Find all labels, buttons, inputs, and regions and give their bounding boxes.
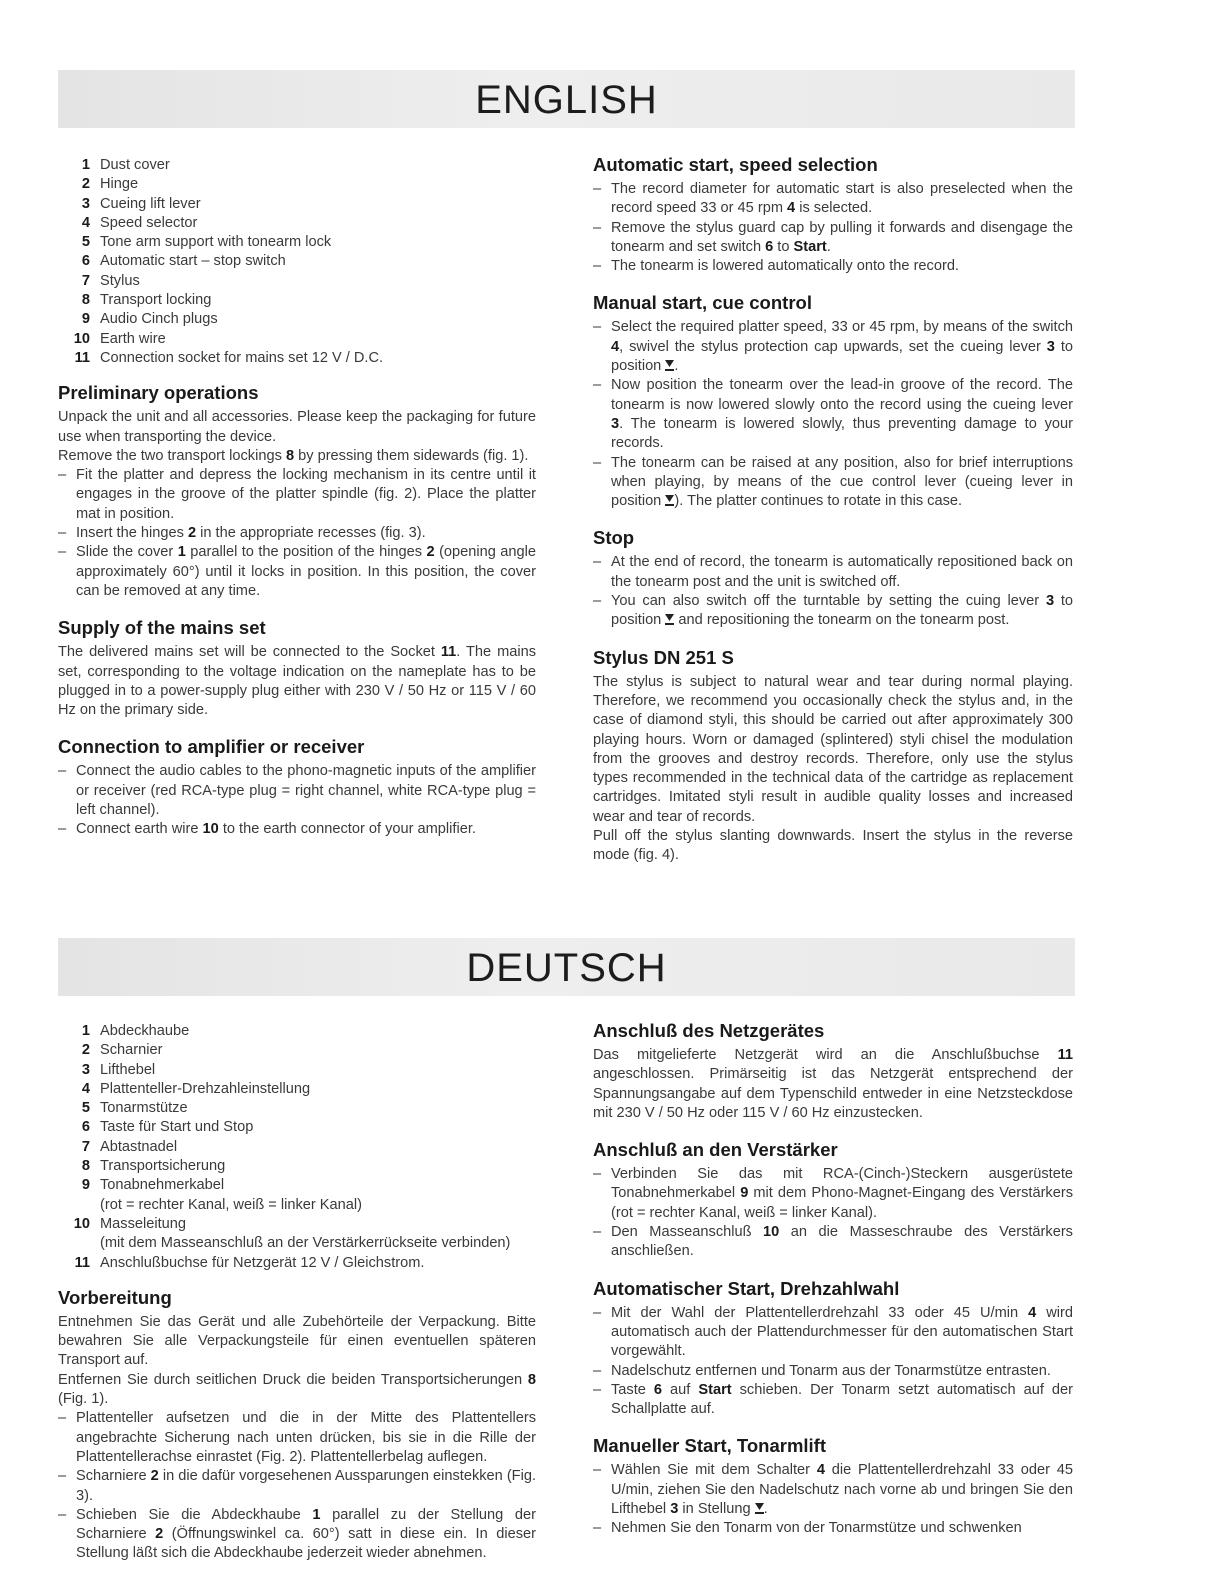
list-item: – Wählen Sie mit dem Schalter 4 die Plattentellerdrehzahl 33 oder 45 U/min, ziehen Sie den Nadelschutz nach vorne ab und bringen Sie den Lifthebel 3 in Stellung .	[593, 1461, 1073, 1519]
part-item	[58, 175, 536, 194]
part-label: Tonarmstütze	[100, 1100, 188, 1117]
english-heading: ENGLISH	[475, 78, 658, 122]
part-number: 5	[81, 234, 90, 251]
paragraph: The delivered mains set will be connected to the Socket 11. The mains set, corresponding to the voltage indication on the nameplate has to be plugged in to a power-supply plug either with 230 V / 50 Hz or 115 V / 60 Hz on the primary side.	[58, 644, 536, 719]
part-item	[58, 1196, 536, 1215]
paragraph: Remove the two transport lockings 8 by pressing them sidewards (fig. 1).	[58, 447, 529, 464]
part-label: Audio Cinch plugs	[100, 311, 218, 328]
paragraph: The stylus is subject to natural wear and tear during normal playing. Therefore, we recommend you occasionally check the stylus and, in the case of diamond styli, this should be carried out after approximately 300 playing hours. Worn or damaged (splintered) styli chisel the modulation from the grooves and destroy records. Therefore, only use the stylus types recommended in the technical data of the cartridge as replacement cartridges. Imitated styli result in audible quality losses and increased wear and tear of records.	[593, 673, 1073, 825]
part-number: 11	[74, 349, 90, 366]
part-label: Masseleitung	[100, 1215, 186, 1232]
paragraph: Das mitgelieferte Netzgerät wird an die Anschlußbuchse 11 angeschlossen. Primärseitig ist das Netzgerät entsprechend der Spannungsangabe auf dem Typenschild entweder in eine Netzsteckdose mit 230 V / 50 Hz oder 115 V / 60 Hz einzustecken.	[593, 1047, 1073, 1121]
part-number: 9	[81, 1177, 90, 1194]
section-title: Stylus DN 251 S	[593, 646, 734, 668]
part-label: Dust cover	[100, 157, 170, 173]
part-label: Connection socket for mains set 12 V / D.C.	[100, 349, 384, 366]
list-item: – Taste 6 auf Start schieben. Der Tonarm setzt automatisch auf der Schallplatte auf.	[593, 1381, 1073, 1420]
part-label: Tone arm support with tonearm lock	[100, 234, 332, 251]
deutsch-heading: DEUTSCH	[466, 946, 667, 990]
list-item: – The record diameter for automatic start is also preselected when the record speed 33 or 45 rpm 4 is selected.	[593, 180, 1073, 219]
paragraph: Unpack the unit and all accessories. Please keep the packaging for future use when transporting the device.	[58, 409, 536, 445]
part-number: 10	[73, 1215, 90, 1232]
bullet-list	[593, 553, 1073, 630]
list-item: – Mit der Wahl der Plattentellerdrehzahl 33 oder 45 U/min 4 wird automatisch auch der Plattendurchmesser für den automatischen Start vorgewählt.	[593, 1304, 1073, 1362]
part-item	[58, 1099, 536, 1118]
part-label: Earth wire	[100, 330, 166, 347]
part-label: Automatic start – stop switch	[100, 253, 286, 270]
supply-section	[58, 617, 536, 720]
list-item: – Scharniere 2 in die dafür vorgesehenen Aussparungen einstekken (Fig. 3).	[58, 1467, 536, 1506]
bullet-list	[593, 1461, 1073, 1538]
part-number: 4	[81, 1080, 90, 1097]
stylus-section	[593, 647, 1073, 866]
part-label: Lifthebel	[100, 1061, 156, 1078]
part-item	[58, 291, 536, 310]
paragraph: Entnehmen Sie das Gerät und alle Zubehörteile der Verpackung. Bitte bewahren Sie alle Verpackungsteile für einen eventuellen späteren Transport auf.	[58, 1313, 536, 1369]
list-item: – Remove the stylus guard cap by pulling it forwards and disengage the tonearm and set switch 6 to Start.	[593, 219, 1073, 258]
part-number: 7	[81, 272, 90, 289]
bullet-list	[593, 1304, 1073, 1420]
paragraph: Pull off the stylus slanting downwards. Insert the stylus in the reverse mode (fig. 4).	[593, 828, 1073, 864]
part-label: Hinge	[100, 176, 139, 193]
part-label: Anschlußbuchse für Netzgerät 12 V / Gleichstrom.	[100, 1254, 425, 1271]
list-item: – The tonearm can be raised at any position, also for brief interruptions when playing, by means of the cue control lever (cueing lever in position ). The platter continues to rotate in this case.	[593, 454, 1073, 512]
part-label: Taste für Start und Stop	[100, 1119, 254, 1136]
paragraph: Entfernen Sie durch seitlichen Druck die beiden Transportsicherungen 8 (Fig. 1).	[58, 1371, 536, 1408]
list-item: – Slide the cover 1 parallel to the position of the hinges 2 (opening angle approximately 60°) until it locks in position. In this position, the cover can be removed at any time.	[58, 543, 536, 601]
list-item: – The tonearm is lowered automatically onto the record.	[593, 257, 1073, 276]
part-number: 2	[81, 176, 90, 193]
part-item	[58, 1254, 536, 1273]
list-item: – Schieben Sie die Abdeckhaube 1 parallel zu der Stellung der Scharniere 2 (Öffnungswinkel ca. 60°) satt in diese ein. In dieser Stellung läßt sich die Abdeckhaube jederzeit wieder abnehmen.	[58, 1506, 536, 1564]
part-number: 6	[81, 253, 90, 270]
vorbereitung-section	[58, 1287, 536, 1564]
manueller-start-section	[593, 1435, 1073, 1538]
english-parts-list	[58, 156, 536, 368]
part-item	[58, 233, 536, 252]
part-number: 2	[81, 1042, 90, 1059]
section-title: Automatischer Start, Drehzahlwahl	[593, 1277, 900, 1299]
part-item	[58, 1138, 536, 1157]
netzgeraet-section	[593, 1020, 1073, 1123]
english-right-column	[593, 154, 1073, 882]
list-item: – Plattenteller aufsetzen und die in der Mitte des Plattentellers angebrachte Sicherung nach unten drücken, bis sie in die Rille der Plattentellerachse einrastet (Fig. 2). Plattentellerbelag auflegen.	[58, 1409, 536, 1467]
part-label: Transport locking	[100, 292, 212, 309]
part-item	[58, 310, 536, 329]
section-title: Supply of the mains set	[58, 617, 266, 639]
list-item: – Nehmen Sie den Tonarm von der Tonarmstütze und schwenken	[593, 1519, 1073, 1538]
part-number: 11	[74, 1254, 90, 1271]
bullet-list	[593, 180, 1073, 276]
connection-section	[58, 736, 536, 839]
deutsch-left-column	[58, 1022, 536, 1580]
part-item	[58, 330, 536, 349]
list-item: – Connect the audio cables to the phono-magnetic inputs of the amplifier or receiver (red RCA-type plug = right channel, white RCA-type plug = left channel).	[58, 762, 536, 820]
part-item	[58, 156, 536, 175]
part-item	[58, 195, 536, 214]
part-item	[58, 214, 536, 233]
part-item	[58, 1234, 536, 1253]
part-number	[58, 1234, 100, 1253]
part-number	[58, 1196, 100, 1215]
part-number: 1	[81, 1023, 90, 1039]
part-number: 10	[73, 330, 90, 347]
part-item	[58, 1176, 536, 1195]
deutsch-parts-list	[58, 1022, 536, 1273]
section-title: Connection to amplifier or receiver	[58, 736, 365, 758]
lever-down-position-icon	[755, 1503, 764, 1515]
english-heading-band	[58, 70, 1075, 128]
list-item: – Den Masseanschluß 10 an die Masseschraube des Verstärkers anschließen.	[593, 1223, 1073, 1262]
bullet-list	[593, 318, 1073, 511]
section-title: Stop	[593, 527, 635, 549]
section-title: Vorbereitung	[58, 1286, 172, 1308]
part-item	[58, 1061, 536, 1080]
part-item	[58, 1118, 536, 1137]
part-number: 1	[81, 157, 90, 173]
part-item	[58, 1041, 536, 1060]
part-item	[58, 1022, 536, 1041]
part-label: Scharnier	[100, 1042, 163, 1059]
part-label: (mit dem Masseanschluß an der Verstärkerrückseite verbinden)	[100, 1235, 511, 1252]
list-item: – Insert the hinges 2 in the appropriate recesses (fig. 3).	[58, 524, 536, 543]
part-label: Stylus	[100, 272, 140, 289]
list-item: – Fit the platter and depress the locking mechanism in its centre until it engages in the groove of the platter spindle (fig. 2). Place the platter mat in position.	[58, 466, 536, 524]
lever-down-position-icon	[665, 360, 674, 372]
lever-down-position-icon	[665, 614, 674, 626]
automatischer-start-section	[593, 1278, 1073, 1420]
part-number: 4	[81, 214, 90, 231]
part-label: Abtastnadel	[100, 1138, 178, 1155]
section-title: Preliminary operations	[58, 382, 259, 404]
part-label: Plattenteller-Drehzahleinstellung	[100, 1080, 311, 1097]
part-label: Speed selector	[100, 214, 198, 231]
section-title: Manueller Start, Tonarmlift	[593, 1435, 826, 1457]
section-title: Automatic start, speed selection	[593, 154, 878, 175]
preliminary-section	[58, 382, 536, 601]
deutsch-heading-band	[58, 938, 1075, 996]
part-number: 8	[81, 1158, 90, 1175]
section-title: Anschluß des Netzgerätes	[593, 1020, 825, 1041]
list-item: – Now position the tonearm over the lead-in groove of the record. The tonearm is now lowered slowly onto the record using the cueing lever 3. The tonearm is lowered slowly, thus preventing damage to your records.	[593, 376, 1073, 453]
part-item	[58, 1215, 536, 1234]
part-label: Tonabnehmerkabel	[100, 1177, 225, 1194]
lever-up-position-icon	[665, 495, 674, 507]
part-label: Transportsicherung	[100, 1158, 226, 1175]
part-label: Abdeckhaube	[100, 1023, 190, 1039]
list-item: – You can also switch off the turntable by setting the cuing lever 3 to position and repositioning the tonearm on the tonearm post.	[593, 592, 1073, 631]
part-item	[58, 1080, 536, 1099]
section-title: Anschluß an den Verstärker	[593, 1139, 838, 1161]
part-item	[58, 1157, 536, 1176]
section-title: Manual start, cue control	[593, 292, 812, 314]
deutsch-right-column	[593, 1020, 1073, 1555]
part-number: 8	[81, 292, 90, 309]
list-item: – Select the required platter speed, 33 or 45 rpm, by means of the switch 4, swivel the stylus protection cap upwards, set the cueing lever 3 to position .	[593, 318, 1073, 376]
part-number: 6	[81, 1119, 90, 1136]
manual-start-section	[593, 292, 1073, 511]
bullet-list	[593, 1165, 1073, 1261]
part-number: 5	[81, 1100, 90, 1117]
part-label: Cueing lift lever	[100, 195, 201, 212]
bullet-list	[58, 762, 536, 839]
bullet-list	[58, 466, 536, 601]
part-item	[58, 272, 536, 291]
automatic-start-section	[593, 154, 1073, 276]
part-number: 9	[81, 311, 90, 328]
part-label: (rot = rechter Kanal, weiß = linker Kanal)	[100, 1196, 362, 1213]
verstaerker-section	[593, 1139, 1073, 1261]
list-item: – Connect earth wire 10 to the earth connector of your amplifier.	[58, 820, 536, 839]
part-number: 3	[81, 195, 90, 212]
list-item: – Nadelschutz entfernen und Tonarm aus der Tonarmstütze entrasten.	[593, 1362, 1073, 1381]
part-item	[58, 349, 536, 368]
part-number: 7	[81, 1138, 90, 1155]
list-item: – At the end of record, the tonearm is automatically repositioned back on the tonearm post and the unit is switched off.	[593, 553, 1073, 592]
english-left-column	[58, 156, 536, 856]
part-number: 3	[81, 1061, 90, 1078]
part-item	[58, 252, 536, 271]
stop-section	[593, 527, 1073, 630]
list-item: – Verbinden Sie das mit RCA-(Cinch-)Steckern ausgerüstete Tonabnehmerkabel 9 mit dem Phono-Magnet-Eingang des Verstärkers (rot = rechter Kanal, weiß = linker Kanal).	[593, 1165, 1073, 1223]
bullet-list	[58, 1409, 536, 1563]
